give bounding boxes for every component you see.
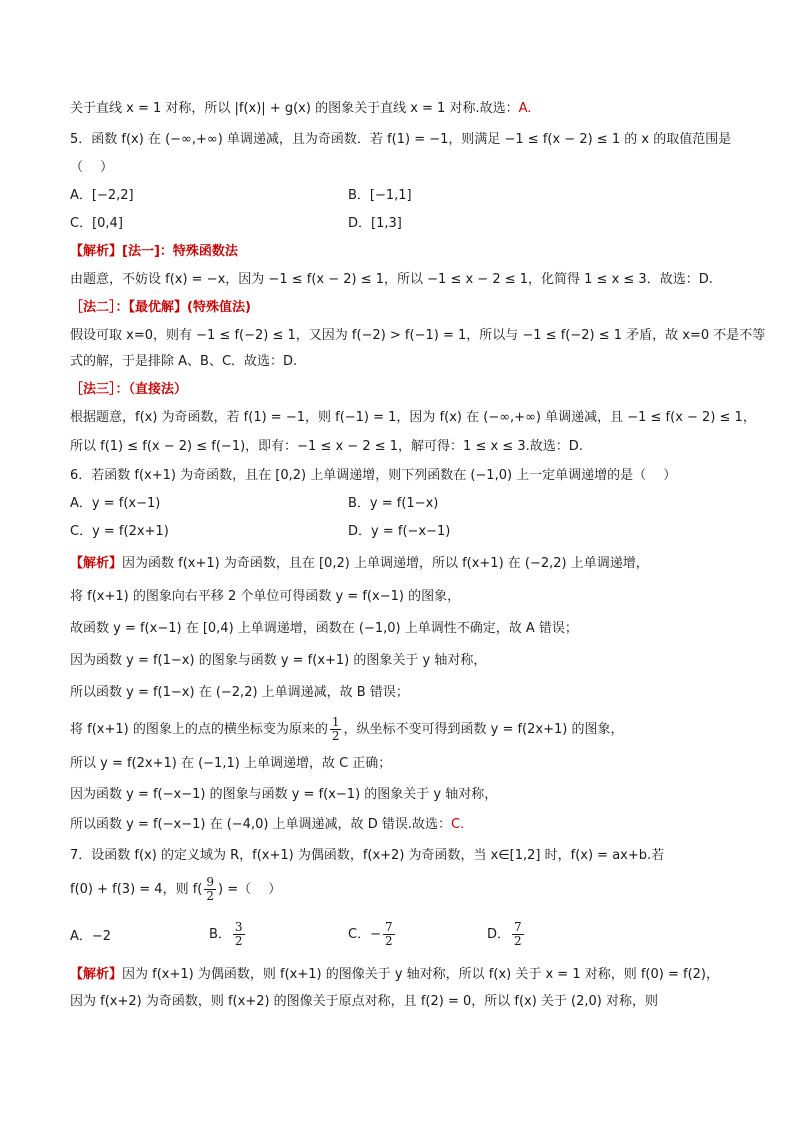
option-d: D．y = f(−x−1) — [348, 524, 451, 539]
text-line: 所以函数 y = f(1−x) 在 (−2,2) 上单调递减，故 B 错误； — [70, 685, 409, 700]
text-line: 假设可取 x=0，则有 −1 ≤ f(−2) ≤ 1，又因为 f(−2) > f(−1) = 1，所以与 −1 ≤ f(−2) ≤ 1 矛盾，故 x=0 不是不等 — [70, 328, 766, 343]
option-a: A．[−2,2] — [70, 188, 134, 203]
option-c — [348, 921, 397, 948]
numerator: 1 — [331, 715, 340, 729]
text: ) =（ ） — [218, 882, 282, 897]
text: 因为 f(x+1) 为偶函数，则 f(x+1) 的图像关于 y 轴对称，所以 f(x) 关于 x = 1 对称，则 f(0) = f(2)， — [122, 967, 719, 982]
option-c: C．[0,4] — [70, 216, 123, 231]
denominator: 2 — [234, 934, 243, 948]
text-line: 因为函数 y = f(−x−1) 的图象与函数 y = f(x−1) 的图象关于 y 轴对称， — [70, 787, 498, 802]
text-line: 将 f(x+1) 的图象向右平移 2 个单位可得函数 y = f(x−1) 的图象， — [70, 589, 461, 604]
text-line — [70, 816, 464, 834]
question-6-stem: 6．若函数 f(x+1) 为奇函数，且在 [0,2) 上单调递增，则下列函数在 (−1,0) 上一定单调递增的是（ ） — [70, 468, 677, 483]
text-line: 所以 y = f(2x+1) 在 (−1,1) 上单调递增，故 C 正确； — [70, 756, 392, 771]
text: 关于直线 x = 1 对称，所以 |f(x)| + g(x) 的图象关于直线 x = 1 对称.故选： — [70, 101, 519, 116]
method-2-heading — [70, 299, 251, 317]
option-d: D．[1,3] — [348, 216, 402, 231]
text: B． — [209, 927, 231, 942]
option-c: C．y = f(2x+1) — [70, 524, 169, 539]
numerator: 7 — [514, 920, 522, 934]
method-title: ［法二］： — [70, 300, 129, 315]
text: 所以函数 y = f(−x−1) 在 (−4,0) 上单调递减，故 D 错误.故选： — [70, 817, 451, 832]
text: ，纵坐标不变可得到函数 y = f(2x+1) 的图象， — [343, 722, 624, 737]
fraction — [330, 716, 342, 743]
text: 将 f(x+1) 的图象上的点的横坐标变为原来的 — [70, 722, 328, 737]
method-subtitle: (特殊值法) — [187, 300, 251, 315]
text-line: 因为函数 y = f(1−x) 的图象与函数 y = f(x+1) 的图象关于 y 轴对称， — [70, 653, 487, 668]
question-5-stem: 5．函数 f(x) 在 (−∞,+∞) 单调递减，且为奇函数．若 f(1) = −1，则满足 −1 ≤ f(x − 2) ≤ 1 的 x 的取值范围是 — [70, 132, 732, 147]
option-b: B．y = f(1−x) — [348, 496, 439, 511]
question-5-paren: （ ） — [70, 160, 114, 175]
text-line: 因为 f(x+2) 为奇函数，则 f(x+2) 的图像关于原点对称，且 f(2) = 0，所以 f(x) 关于 (2,0) 对称，则 — [70, 994, 658, 1009]
question-7-stem: 7．设函数 f(x) 的定义域为 R，f(x+1) 为偶函数，f(x+2) 为奇函数，当 x∈[1,2] 时，f(x) = ax+b.若 — [70, 848, 665, 863]
numerator: 7 — [384, 920, 393, 934]
text-line — [70, 555, 649, 573]
option-a: A．y = f(x−1) — [70, 496, 161, 511]
analysis-tag: 【解析】 — [70, 556, 123, 571]
question-7-stem-line2 — [70, 876, 281, 903]
fraction — [383, 921, 395, 948]
method-1-heading — [70, 243, 238, 261]
option-a: A．−2 — [70, 929, 112, 944]
denominator: 2 — [514, 934, 522, 948]
denominator: 2 — [384, 934, 393, 948]
fraction — [204, 876, 216, 903]
text: D． — [487, 927, 511, 942]
text-line: 由题意，不妨设 f(x) = −x，因为 −1 ≤ f(x − 2) ≤ 1，所以 −1 ≤ x − 2 ≤ 1，化简得 1 ≤ x ≤ 3．故选：D. — [70, 272, 713, 287]
option-b — [209, 921, 247, 948]
text-line: 故函数 y = f(x−1) 在 [0,4) 上单调递增，函数在 (−1,0) 上单调性不确定，故 A 错误； — [70, 621, 578, 636]
method-title: [法一]：特殊函数法 — [122, 244, 238, 259]
text-line: 根据题意，f(x) 为奇函数，若 f(1) = −1，则 f(−1) = 1，因为 f(x) 在 (−∞,+∞) 单调递减，且 −1 ≤ f(x − 2) ≤ 1， — [70, 410, 756, 425]
text: f(0) + f(3) = 4，则 f( — [70, 882, 203, 897]
best-tag: 【最优解】 — [128, 300, 188, 315]
fraction — [233, 921, 245, 948]
analysis-tag: 【解析】 — [70, 967, 123, 982]
text-line — [70, 966, 719, 984]
denominator: 2 — [331, 729, 340, 743]
numerator: 3 — [234, 920, 243, 934]
answer: C. — [450, 817, 465, 832]
denominator: 2 — [206, 889, 214, 903]
text-line — [70, 716, 623, 743]
text-line — [70, 100, 531, 118]
numerator: 9 — [206, 875, 214, 889]
text: 因为函数 f(x+1) 为奇函数，且在 [0,2) 上单调递增，所以 f(x+1) 在 (−2,2) 上单调递增， — [122, 556, 649, 571]
option-d — [487, 921, 526, 948]
text: C．− — [348, 927, 381, 942]
analysis-tag: 【解析】 — [70, 244, 123, 259]
text-line: 式的解，于是排除 A、B、C．故选：D. — [70, 354, 298, 369]
text-line: 所以 f(1) ≤ f(x − 2) ≤ f(−1)，即有：−1 ≤ x − 2 ≤ 1，解可得：1 ≤ x ≤ 3.故选：D. — [70, 439, 583, 454]
fraction — [512, 921, 524, 948]
option-b: B．[−1,1] — [348, 188, 412, 203]
answer: A. — [518, 101, 532, 116]
method-3-heading: ［法三］：（直接法） — [70, 382, 188, 397]
